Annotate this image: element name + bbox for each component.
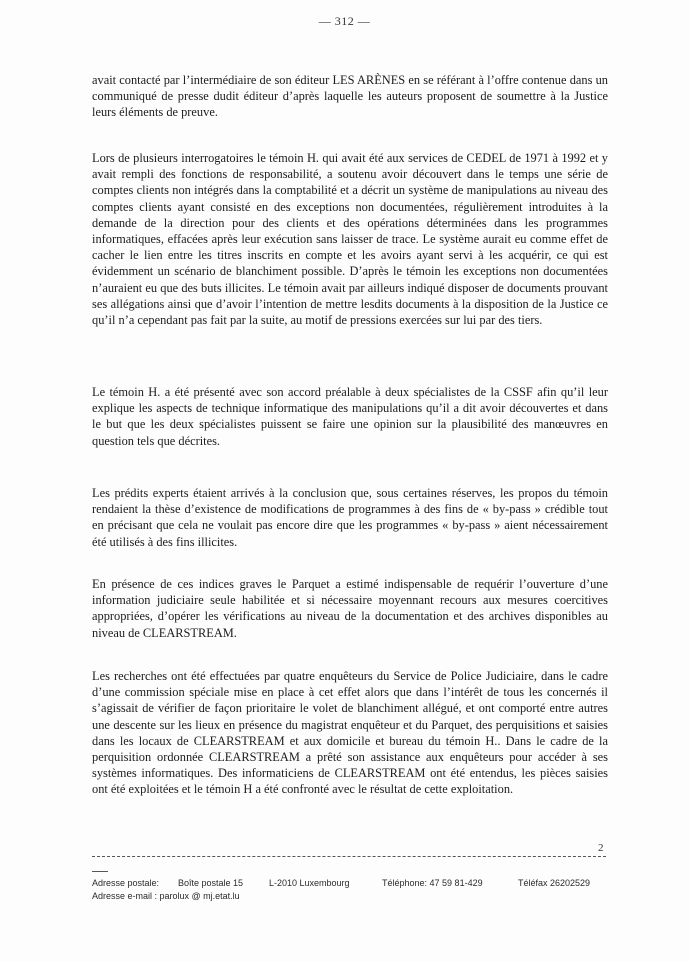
page-number: — 312 — (318, 14, 371, 28)
footer-row-email (92, 890, 608, 903)
footer-page-index: 2 (598, 842, 604, 854)
email-address: Adresse e-mail : parolux @ mj.etat.lu (92, 891, 240, 901)
paragraph-4: Les prédits experts étaient arrivés à la conclusion que, sous certaines réserves, les propos du témoin rendaient la thèse d’existence de modifications de programmes à des fins de « by-pass » crédible tout en précisant que cela ne voulait pas encore dire que les programmes « by-pass » aient nécessairement été utilisés à des fins illicites. (92, 486, 608, 549)
footer-divider (92, 856, 606, 857)
footer-row-address (92, 877, 608, 890)
paragraph-6: Les recherches ont été effectuées par quatre enquêteurs du Service de Police Judiciaire, dans le cadre d’une commission spéciale mise en place à cet effet alors que dans l’intérêt de tous les concernés il s’agissait de vérifier de façon prioritaire le volet de blanchiment allégué, et ont comporté entre autres une descente sur les lieux en présence du magistrat enquêteur et du Parquet, des perquisitions et saisies dans les locaux de CLEARSTREAM et aux domicile et bureau du témoin H.. Dans le cadre de la perquisition ordonnée CLEARSTREAM a prêté son assistance aux enquêteurs pour accéder à ses systèmes informatiques. Des informaticiens de CLEARSTREAM ont été entendus, les pièces saisies ont été exploitées et le témoin H a été confronté avec le résultat de cette exploitation. (92, 669, 608, 797)
paragraph-5: En présence de ces indices graves le Parquet a estimé indispensable de requérir l’ouverture d’une information judiciaire seule habilitée et si nécessaire moyennant recours aux mesures coercitives appropriées, d’opérer les vérifications au niveau de la documentation et des archives disponibles au niveau de CLEARSTREAM. (92, 577, 608, 640)
paragraph-1: avait contacté par l’intermédiaire de son éditeur LES ARÈNES en se référant à l’offre contenue dans un communiqué de presse dudit éditeur d’après laquelle les auteurs proposent de soumettre à la Justice leurs éléments de preuve. (92, 73, 608, 120)
footer-address-block (92, 877, 608, 903)
postal-address-label: Adresse postale: (92, 878, 160, 888)
paragraph-3: Le témoin H. a été présenté avec son accord préalable à deux spécialistes de la CSSF afin qu’il leur explique les aspects de technique informatique des manipulations qu’il a dit avoir découvertes et dans le but que les deux spécialistes puissent se faire une opinion sur la plausibilité des manœuvres en question tels que décrites. (92, 385, 608, 448)
footer-short-rule (92, 871, 108, 872)
postal-box: Boîte postale 15 (178, 878, 244, 888)
fax-number: Téléfax 26202529 (518, 878, 591, 888)
postal-city: L-2010 Luxembourg (269, 878, 350, 888)
paragraph-2: Lors de plusieurs interrogatoires le témoin H. qui avait été aux services de CEDEL de 1971 à 1992 et y avait rempli des fonctions de responsabilité, a soutenu avoir découvert dans le temps une série de comptes clients non intégrés dans la comptabilité et a décrit un système de manipulations au niveau des comptes clients ayant consisté en des exceptions non documentées, régulièrement introduites à la demande de la direction pour des clients et des opérations déterminées dans les programmes informatiques, effacées après leur exécution sans laisser de trace. Le système aurait eu comme effet de cacher le lien entre les titres inscrits en compte et les avoirs ayant servi à les acquérir, ce qui est évidemment un scénario de blanchiment possible. D’après le témoin les exceptions non documentées n’auraient eu que des buts illicites. Le témoin avait par ailleurs indiqué disposer de documents prouvant ses allégations ainsi que d’avoir l’intention de mettre lesdits documents à la disposition de la Justice ce qu’il n’a cependant pas fait par la suite, au motif de pressions exercées sur lui par des tiers. (92, 151, 608, 328)
phone-number: Téléphone: 47 59 81-429 (382, 878, 483, 888)
